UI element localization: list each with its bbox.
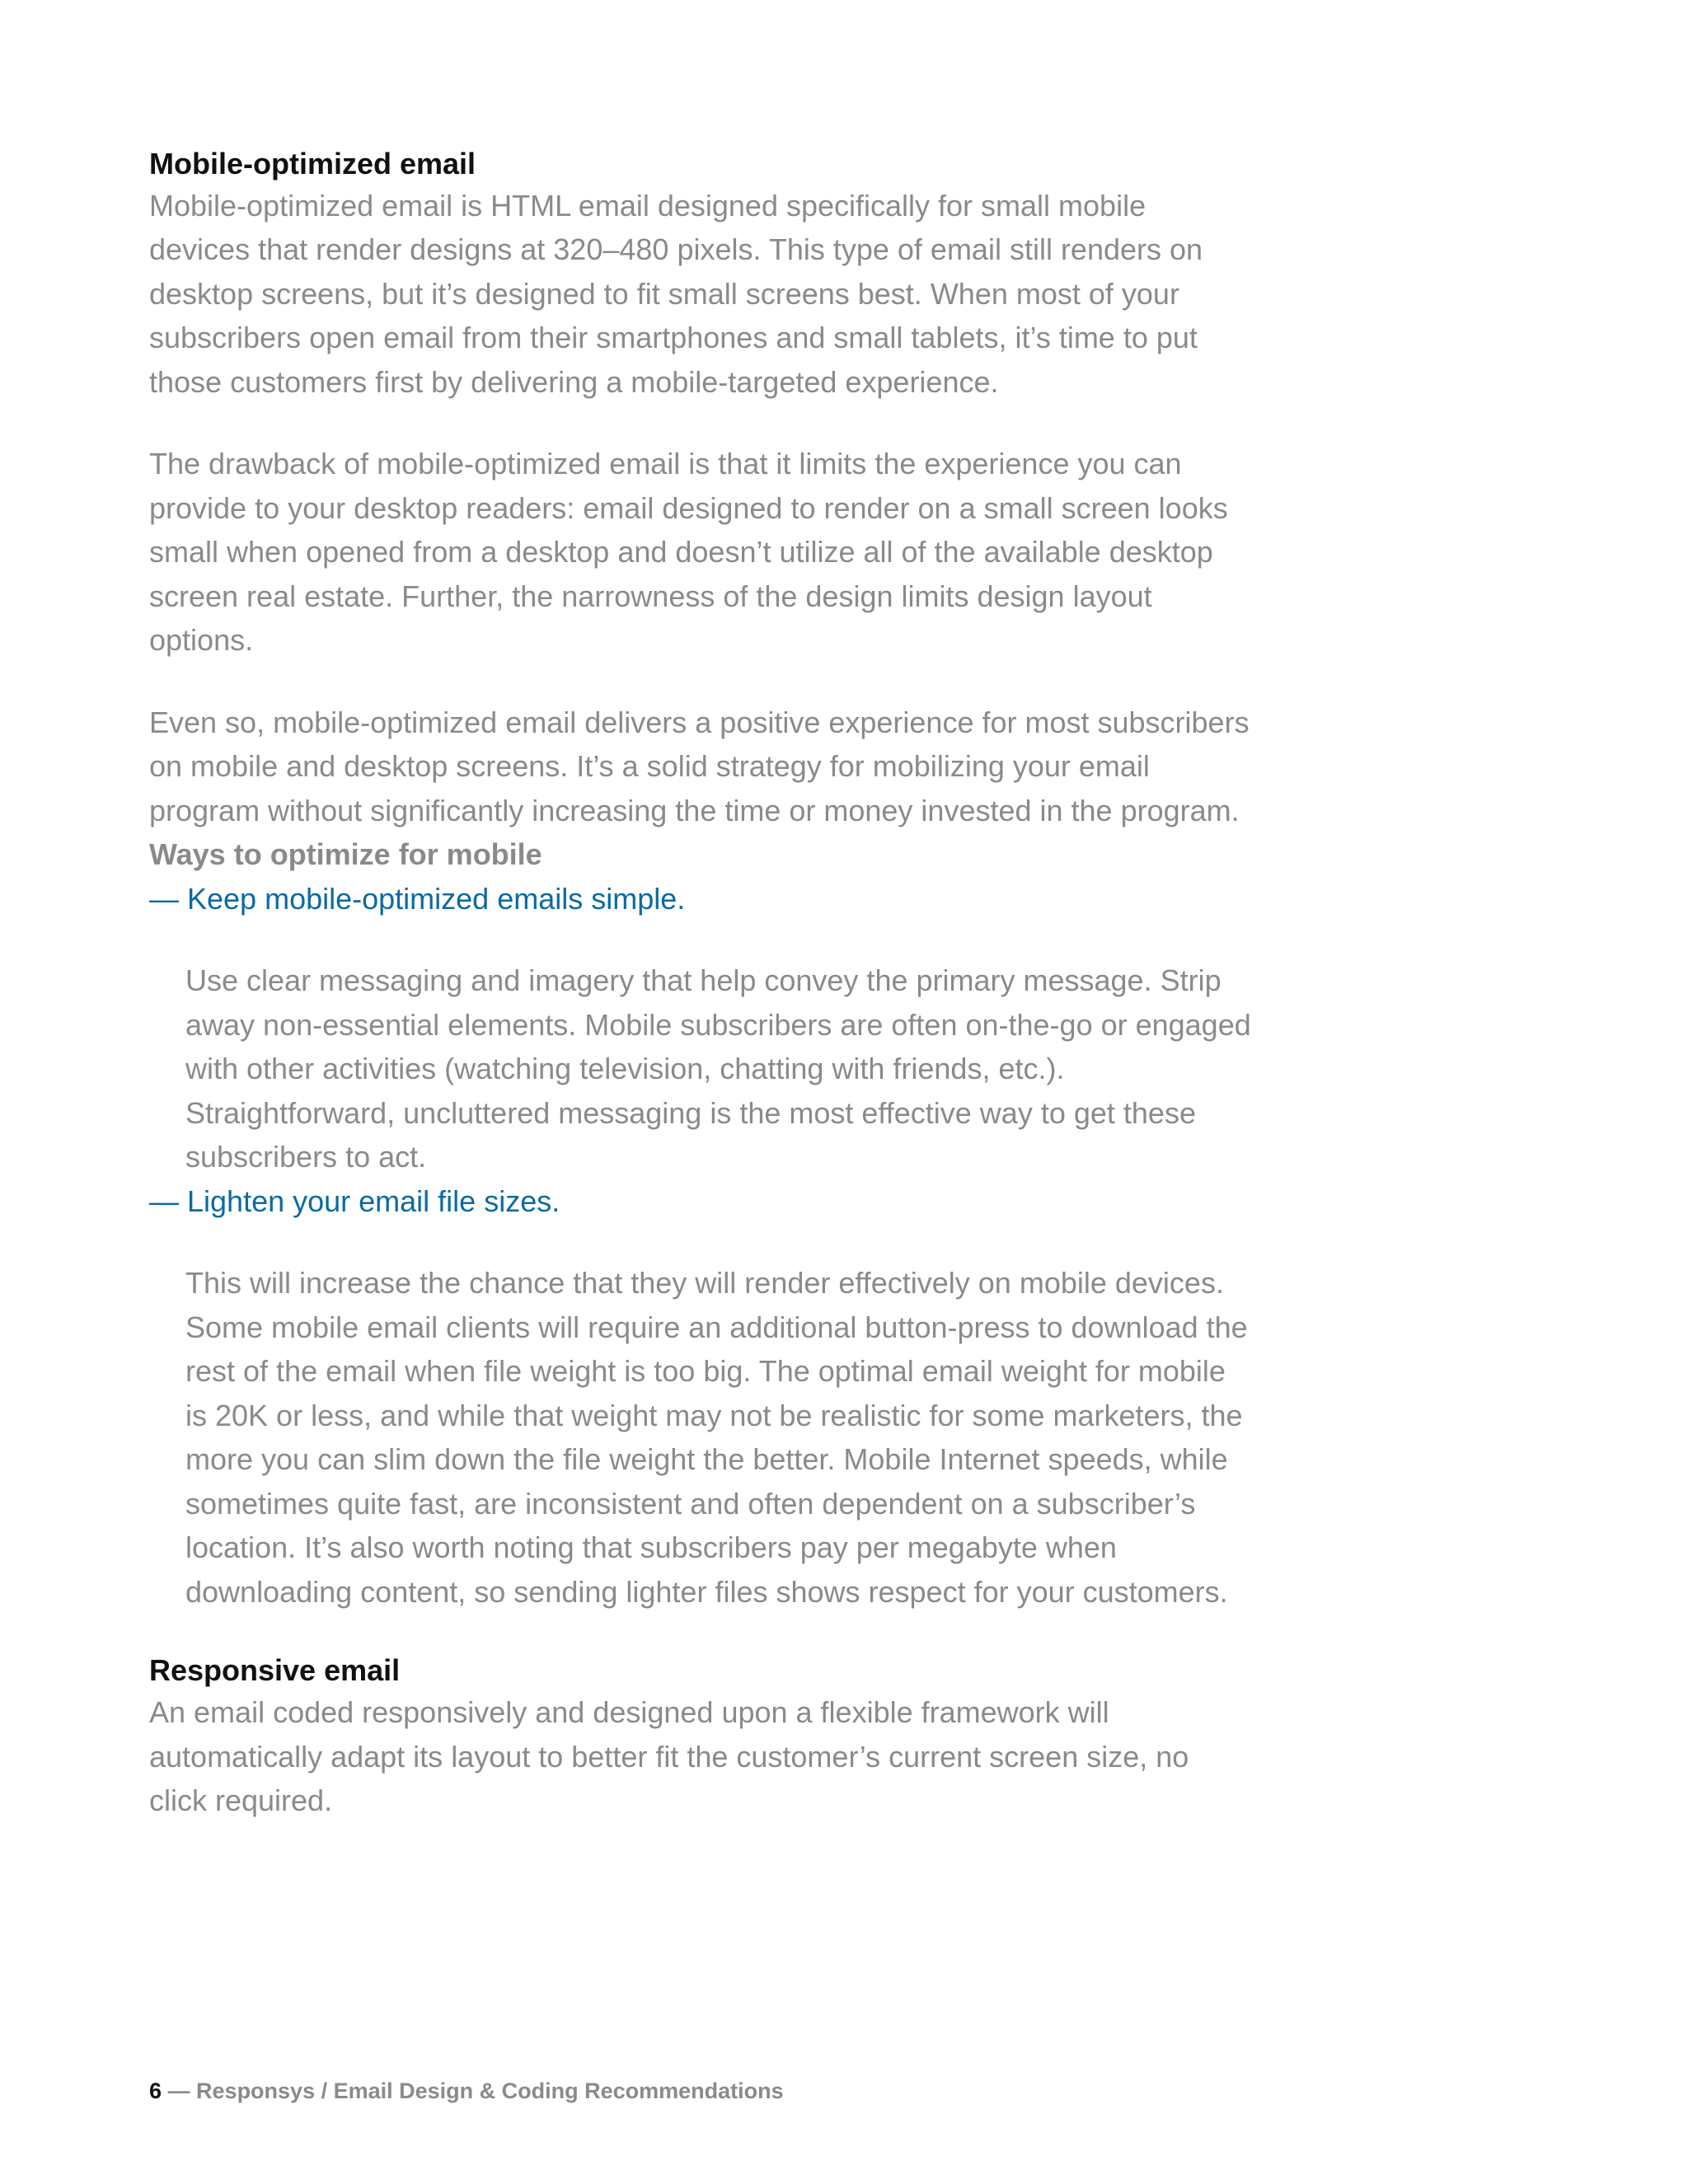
tip-title: — Lighten your email file sizes. — [149, 1183, 560, 1218]
tip-title: — Keep mobile-optimized emails simple. — [149, 881, 686, 916]
page-footer — [149, 2079, 784, 2104]
tip-body: Use clear messaging and imagery that help convey the primary message. Strip away non-essential elements. Mobile subscribers are often on-the-go or engaged with other activities (watching television, chatting with friends, etc.). Straightforward, uncluttered messaging is the most effective way to get these subscribers to act. — [185, 963, 1251, 1174]
document-page — [149, 145, 1254, 1823]
paragraph: The drawback of mobile-optimized email is that it limits the experience you can provide to your desktop readers: email designed to render on a small screen looks small when opened from a desktop and doesn’t utilize all of the available desktop screen real estate. Further, the narrowness of the design limits design layout options. — [149, 447, 1228, 658]
section-heading-responsive: Responsive email — [149, 1653, 401, 1688]
section-heading-mobile-optimized: Mobile-optimized email — [149, 147, 476, 180]
footer-text: — Responsys / Email Design & Coding Recommendations — [162, 2079, 784, 2103]
paragraph: Mobile-optimized email is HTML email designed specifically for small mobile devices that render designs at 320–480 pixels. This type of email still renders on desktop screens, but it’s designed to fit small screens best. When most of your subscribers open email from their smartphones and small tablets, it’s time to put those customers first by delivering a mobile-targeted experience. — [149, 188, 1203, 399]
paragraph: An email coded responsively and designed upon a flexible framework will automatically adapt its layout to better fit the customer’s current screen size, no click required. — [149, 1695, 1189, 1818]
paragraph: Even so, mobile-optimized email delivers a positive experience for most subscribers on mobile and desktop screens. It’s a solid strategy for mobilizing your email program without significantly increasing the time or money invested in the program. — [149, 705, 1250, 827]
subheading-ways-to-optimize: Ways to optimize for mobile — [149, 837, 542, 872]
tip-body: This will increase the chance that they will render effectively on mobile devices. Some mobile email clients will require an additional button-press to download the rest of the email when file weight is too big. The optimal email weight for mobile is 20K or less, and while that weight may not be realistic for some marketers, the more you can slim down the file weight the better. Mobile Internet speeds, while sometimes quite fast, are inconsistent and often dependent on a subscriber’s location. It’s also worth noting that subscribers pay per megabyte when downloading content, so sending lighter files shows respect for your customers. — [185, 1266, 1248, 1609]
page-number: 6 — [149, 2079, 162, 2103]
